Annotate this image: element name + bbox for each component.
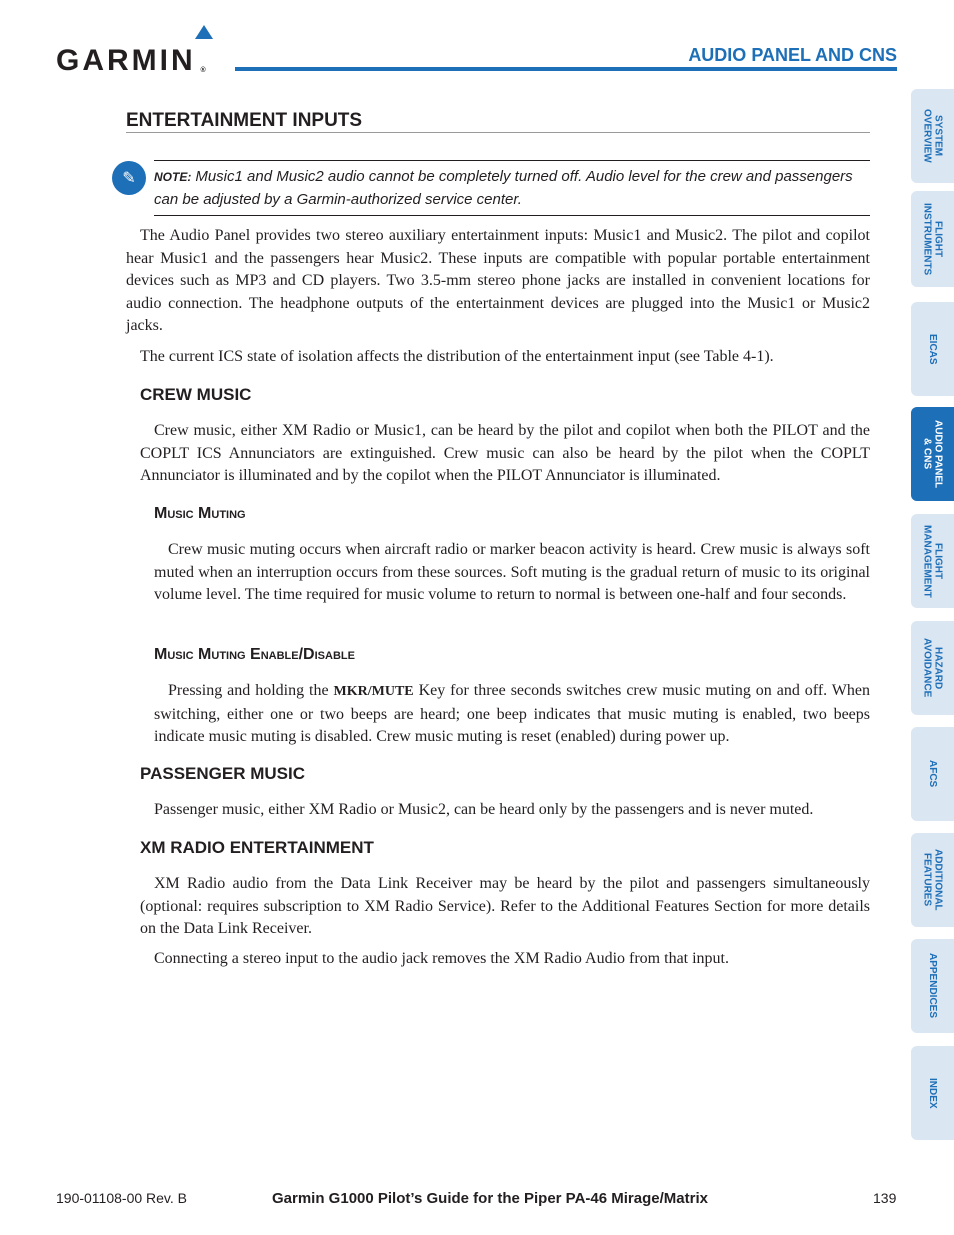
title-rule bbox=[126, 132, 870, 133]
mkr-mute-key: MKR/MUTE bbox=[333, 684, 414, 699]
note-top-rule bbox=[154, 160, 870, 161]
note-bottom-rule bbox=[154, 215, 870, 216]
tab-eicas[interactable]: EICAS bbox=[911, 302, 954, 396]
intro-paragraph-1: The Audio Panel provides two stereo auxiliary entertainment inputs: Music1 and Music2. The pilot and copilot hear Music1 and the passengers hear Music2. These inputs are compatible with popular portable entertainment devices such as MP3 and CD players. Two 3.5-mm stereo phone jacks are installed in convenient locations for audio connection. The headphone outputs of the entertainment devices are plugged into the Music1 or Music2 jacks. bbox=[126, 227, 870, 334]
tab-appendices[interactable]: APPENDICES bbox=[911, 939, 954, 1033]
footer-doc-title: Garmin G1000 Pilot’s Guide for the Piper PA-46 Mirage/Matrix bbox=[272, 1190, 708, 1207]
music-muting-heading: Music Muting bbox=[154, 505, 246, 522]
tab-system-overview[interactable]: SYSTEM OVERVIEW bbox=[911, 89, 954, 183]
intro-paragraph-2: The current ICS state of isolation affects the distribution of the entertainment input (see Table 4-1). bbox=[140, 348, 774, 365]
music-muting-enable-paragraph: Pressing and holding the MKR/MUTE Key for three seconds switches crew music muting on and off. When switching, either one or two beeps are heard; one beep indicates that music muting is enabled, two beeps indicate music muting is disabled. Crew music muting is reset (enabled) during power up. bbox=[154, 682, 870, 745]
xm-radio-paragraph-1: XM Radio audio from the Data Link Receiver may be heard by the pilot and passengers simultaneously (optional: requires subscription to XM Radio Service). Refer to the Additional Features Section for more details on the Data Link Receiver. bbox=[140, 875, 870, 937]
music-muting-enable-heading: Music Muting Enable/Disable bbox=[154, 646, 355, 663]
section-title: AUDIO PANEL AND CNS bbox=[688, 45, 897, 65]
tab-audio-panel-cns[interactable]: AUDIO PANEL & CNS bbox=[911, 407, 954, 501]
footer-doc-number: 190-01108-00 Rev. B bbox=[56, 1190, 188, 1206]
logo-triangle-icon bbox=[195, 25, 213, 39]
note-box bbox=[154, 166, 870, 211]
header-rule bbox=[235, 67, 897, 71]
passenger-music-paragraph: Passenger music, either XM Radio or Music2, can be heard only by the passengers and is never muted. bbox=[154, 801, 814, 818]
music-muting-paragraph: Crew music muting occurs when aircraft radio or marker beacon activity is heard. Crew music is always soft muted when an interruption occurs from these sources. Soft muting is the gradual return of music to its original volume level. The time required for music volume to return to normal is between one-half and four seconds. bbox=[154, 541, 870, 603]
note-label: NOTE: bbox=[154, 170, 192, 184]
garmin-logo bbox=[56, 44, 206, 78]
tab-afcs[interactable]: AFCS bbox=[911, 727, 954, 821]
tab-hazard-avoidance[interactable]: HAZARD AVOIDANCE bbox=[911, 621, 954, 715]
footer-page-number: 139 bbox=[873, 1190, 897, 1206]
page-title: ENTERTAINMENT INPUTS bbox=[126, 110, 363, 131]
logo-text: GARMIN bbox=[56, 44, 196, 77]
xm-radio-heading: XM RADIO ENTERTAINMENT bbox=[140, 838, 374, 857]
tab-flight-management[interactable]: FLIGHT MANAGEMENT bbox=[911, 514, 954, 608]
xm-radio-paragraph-2: Connecting a stereo input to the audio jack removes the XM Radio Audio from that input. bbox=[154, 950, 729, 967]
pencil-icon: ✎ bbox=[112, 161, 146, 195]
tab-additional-features[interactable]: ADDITIONAL FEATURES bbox=[911, 833, 954, 927]
tab-flight-instruments[interactable]: FLIGHT INSTRUMENTS bbox=[911, 191, 954, 287]
passenger-music-heading: PASSENGER MUSIC bbox=[140, 764, 305, 783]
crew-music-heading: CREW MUSIC bbox=[140, 385, 252, 404]
note-text: Music1 and Music2 audio cannot be completely turned off. Audio level for the crew and passengers can be adjusted by a Garmin-authorized service center. bbox=[154, 168, 853, 208]
crew-music-paragraph: Crew music, either XM Radio or Music1, can be heard by the pilot and copilot when both the PILOT and the COPLT ICS Annunciators are extinguished. Crew music can also be heard by the pilot when the COPLT Annunciator is illuminated and by the copilot when the PILOT Annunciator is illuminated. bbox=[140, 422, 870, 484]
logo-registered-mark: ® bbox=[200, 67, 206, 74]
tab-index[interactable]: INDEX bbox=[911, 1046, 954, 1140]
